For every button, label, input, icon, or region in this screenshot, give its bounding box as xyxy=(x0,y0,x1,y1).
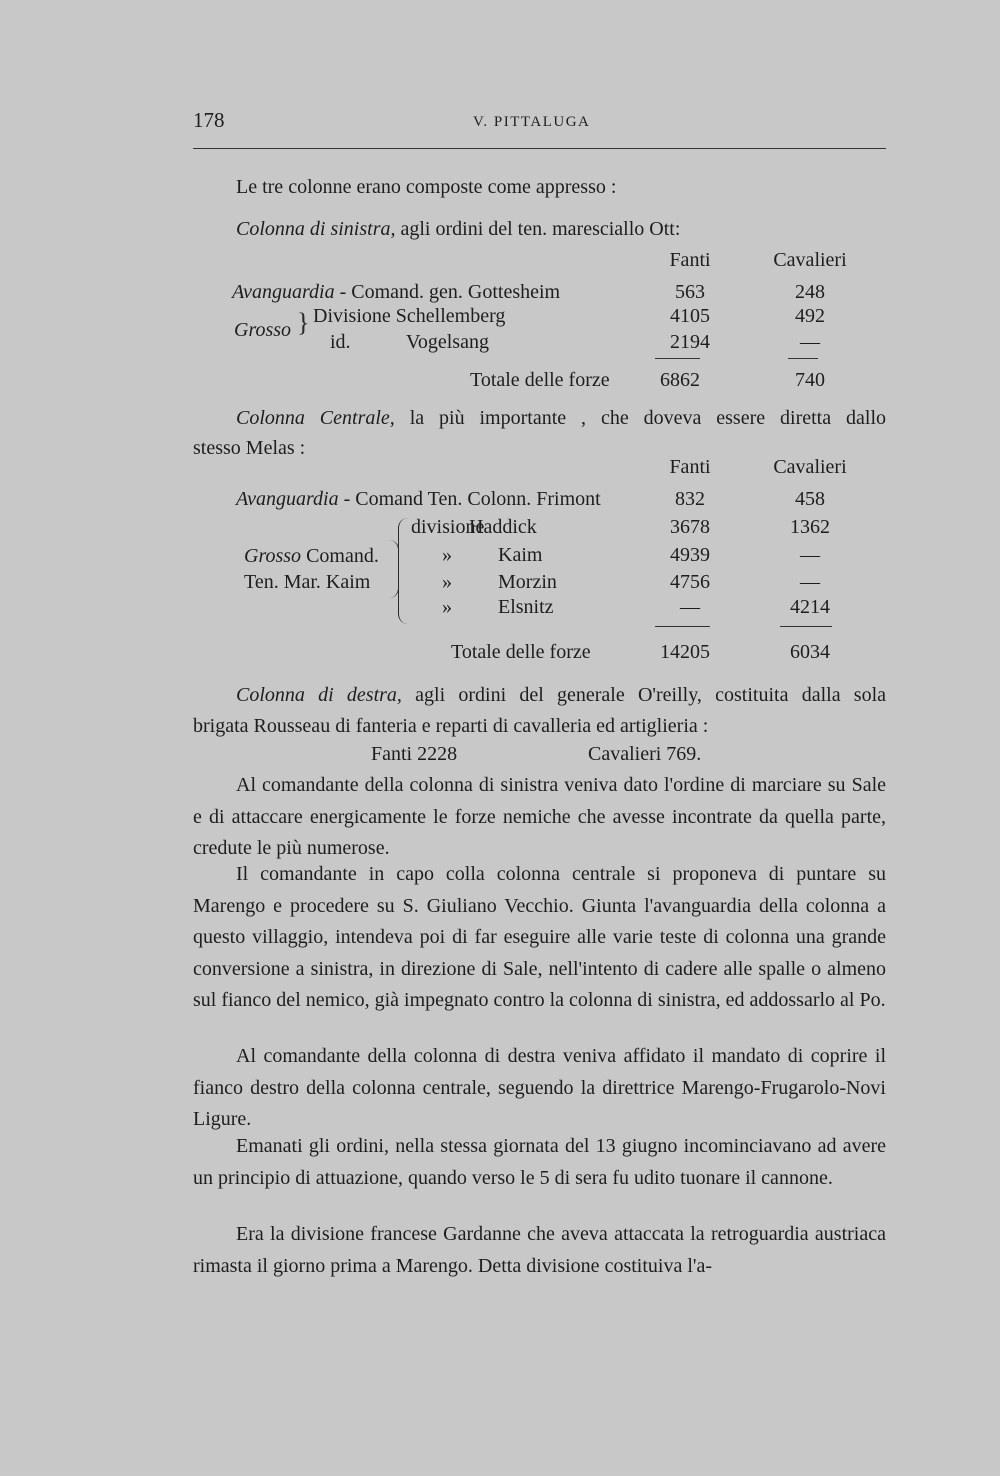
centrale-heading-italic: Colonna Centrale, xyxy=(236,407,395,429)
paragraph-1: Al comandante della colonna di sinistra veniva dato l'ordine di marciare su Sale e di attaccare energicamente le forze nemiche che avesse incontrate da quella parte, credute le più numerose. xyxy=(193,774,886,859)
sinistra-row1-text: Divisione Schellemberg xyxy=(313,305,506,327)
centrale-row-cav: — xyxy=(800,544,820,566)
centrale-avanguardia-text: - Comand Ten. Colonn. Frimont xyxy=(343,488,601,510)
sinistra-heading xyxy=(236,218,680,241)
centrale-totale-fanti: 14205 xyxy=(660,641,710,663)
sinistra-row1-fanti: 4105 xyxy=(670,305,710,327)
centrale-left-brace xyxy=(398,518,409,624)
centrale-row-prefix: » xyxy=(442,571,452,593)
centrale-col-cavalieri: Cavalieri xyxy=(773,456,847,478)
centrale-grosso-rest: Comand. xyxy=(306,545,379,567)
paragraph-3: Al comandante della colonna di destra veniva affidato il mandato di coprire il fianco destro della colonna centrale, seguendo la direttrice Marengo-Frugarolo-Novi Ligure. xyxy=(193,1045,886,1130)
centrale-avanguardia-fanti: 832 xyxy=(675,488,705,510)
sinistra-row2-cav: — xyxy=(800,331,820,353)
centrale-sum-rule-fanti xyxy=(655,626,710,627)
sinistra-avanguardia-row xyxy=(232,281,560,304)
centrale-avanguardia-label: Avanguardia xyxy=(236,488,339,510)
sinistra-totale-label: Totale delle forze xyxy=(470,369,610,391)
centrale-col-fanti: Fanti xyxy=(669,456,711,478)
page-number: 178 xyxy=(193,108,225,132)
destra-heading-italic: Colonna di destra, xyxy=(236,684,402,706)
centrale-sum-rule-cav xyxy=(780,626,832,627)
sinistra-avanguardia-label: Avanguardia xyxy=(232,281,335,303)
centrale-totale-cav: 6034 xyxy=(790,641,830,663)
sinistra-col-cavalieri: Cavalieri xyxy=(773,249,847,271)
intro-line: Le tre colonne erano composte come appresso : xyxy=(236,176,617,198)
paragraph-5: Era la divisione francese Gardanne che aveva attaccata la retroguardia austriaca rimasta il giorno prima a Marengo. Detta divisione costituiva l'a- xyxy=(193,1223,886,1277)
centrale-row-cav: — xyxy=(800,571,820,593)
sinistra-avanguardia-fanti: 563 xyxy=(675,281,705,303)
destra-heading-rest: agli ordini del generale O'reilly, costituita dalla sola xyxy=(415,684,887,706)
destra-cavalieri: Cavalieri 769. xyxy=(588,743,702,765)
centrale-row-prefix: divisione xyxy=(411,516,485,538)
sinistra-sum-rule-cav xyxy=(788,358,818,359)
destra-fanti: Fanti 2228 xyxy=(371,743,458,765)
sinistra-col-fanti: Fanti xyxy=(669,249,711,271)
running-head: V. PITTALUGA xyxy=(473,114,591,130)
header-rule xyxy=(193,148,886,149)
sinistra-heading-rest: agli ordini del ten. maresciallo Ott: xyxy=(400,218,681,240)
centrale-heading-rest: la più importante , che doveva essere diretta dallo xyxy=(409,407,886,429)
centrale-avanguardia-row xyxy=(236,488,601,511)
sinistra-row2-fanti: 2194 xyxy=(670,331,710,353)
destra-heading xyxy=(236,684,886,707)
sinistra-avanguardia-cav: 248 xyxy=(795,281,825,303)
centrale-row-name: Kaim xyxy=(498,544,543,566)
sinistra-totale-fanti: 6862 xyxy=(660,369,700,391)
centrale-row-prefix: » xyxy=(442,596,452,618)
sinistra-row2-text: id. xyxy=(330,331,351,353)
centrale-heading xyxy=(236,407,886,430)
centrale-heading-line2: stesso Melas : xyxy=(193,437,306,459)
centrale-row-prefix: » xyxy=(442,544,452,566)
centrale-avanguardia-cav: 458 xyxy=(795,488,825,510)
centrale-row-name: Elsnitz xyxy=(498,596,554,618)
centrale-row-fanti: — xyxy=(680,596,700,618)
centrale-row-fanti: 4939 xyxy=(670,544,710,566)
sinistra-avanguardia-text: - Comand. gen. Gottesheim xyxy=(339,281,561,303)
centrale-grosso-label: Grosso xyxy=(244,545,302,567)
centrale-row-fanti: 3678 xyxy=(670,516,710,538)
centrale-row-cav: 1362 xyxy=(790,516,830,538)
centrale-row-cav: 4214 xyxy=(790,596,830,618)
sinistra-grosso-brace: } xyxy=(297,308,310,337)
sinistra-row2-name: Vogelsang xyxy=(406,331,489,353)
centrale-row-name: Morzin xyxy=(498,571,557,593)
centrale-grosso-line2: Ten. Mar. Kaim xyxy=(244,571,371,593)
centrale-row-name: Haddick xyxy=(469,516,537,538)
sinistra-row1-cav: 492 xyxy=(795,305,825,327)
sinistra-heading-italic: Colonna di sinistra, xyxy=(236,218,396,240)
sinistra-sum-rule-fanti xyxy=(655,358,700,359)
destra-line2: brigata Rousseau di fanteria e reparti di cavalleria ed artiglieria : xyxy=(193,715,709,737)
centrale-grosso-line1 xyxy=(244,545,379,568)
centrale-totale-label: Totale delle forze xyxy=(451,641,591,663)
sinistra-grosso-label: Grosso xyxy=(234,319,292,341)
sinistra-totale-cav: 740 xyxy=(795,369,825,391)
centrale-row-fanti: 4756 xyxy=(670,571,710,593)
paragraph-4: Emanati gli ordini, nella stessa giornata del 13 giugno incominciavano ad avere un principio di attuazione, quando verso le 5 di sera fu udito tuonare il cannone. xyxy=(193,1135,886,1189)
paragraph-2: Il comandante in capo colla colonna centrale si proponeva di puntare su Marengo e procedere su S. Giuliano Vecchio. Giunta l'avanguardia della colonna a questo villaggio, intendeva poi di far eseguire alle varie teste di colonna una grande conversione a sinistra, in direzione di Sale, nell'intento di cadere alle spalle o almeno sul fianco del nemico, già impegnato contro la colonna di sinistra, ed addossarlo al Po. xyxy=(193,863,886,1011)
